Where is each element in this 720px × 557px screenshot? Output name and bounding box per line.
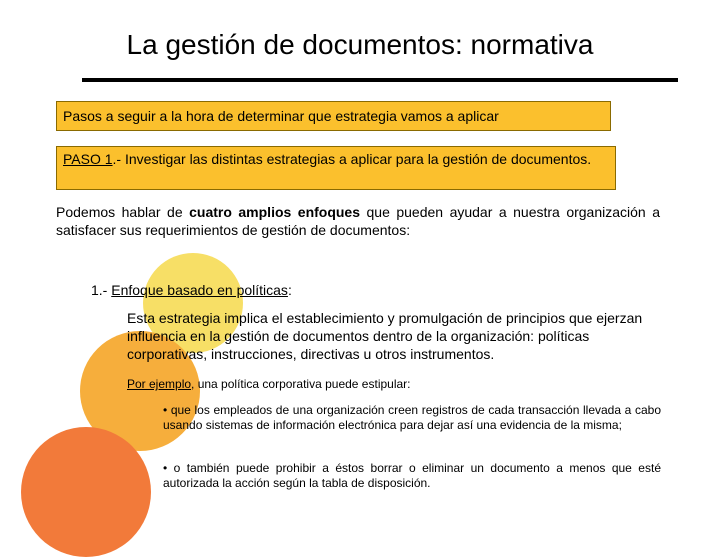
steps-banner-text: Pasos a seguir a la hora de determinar que estrategia vamos a aplicar (63, 108, 499, 124)
example-text: , una política corporativa puede estipular: (191, 377, 411, 391)
section-heading (91, 281, 292, 299)
step-one-label: PASO 1 (63, 151, 113, 167)
section-number: 1.- (91, 282, 112, 298)
intro-bold: cuatro amplios enfoques (189, 204, 361, 220)
steps-banner (56, 101, 611, 131)
decorative-circle-red-orange (21, 427, 151, 557)
intro-paragraph (56, 203, 660, 239)
title-underline-rule (82, 78, 678, 82)
intro-pre: Podemos hablar de (56, 204, 190, 220)
section-heading-text: Enfoque basado en políticas (111, 282, 288, 298)
step-one-text: .- Investigar las distintas estrategias a aplicar para la gestión de documentos. (112, 151, 592, 167)
section-heading-colon: : (287, 282, 292, 298)
step-one-banner (56, 146, 616, 190)
example-label: Por ejemplo (127, 377, 192, 391)
section-description: Esta estrategia implica el establecimiento y promulgación de principios que ejerzan influencia en la gestión de documentos dentro de la organización: políticas corporativas, instrucciones, directivas u otros instrumentos. (127, 310, 643, 362)
intro-post: que pueden ayudar a nuestra organización a satisfacer sus requerimientos de gestión de documentos: (56, 204, 660, 238)
slide-title: La gestión de documentos: normativa (126, 29, 594, 60)
example-intro (127, 377, 411, 392)
bullet-item: • o también puede prohibir a éstos borrar o eliminar un documento a menos que esté autorizada la acción según la tabla de disposición. (163, 461, 661, 490)
bullet-item: • que los empleados de una organización creen registros de cada transacción llevada a cabo usando sistemas de información electrónica para dejar así una evidencia de la misma; (163, 403, 661, 432)
